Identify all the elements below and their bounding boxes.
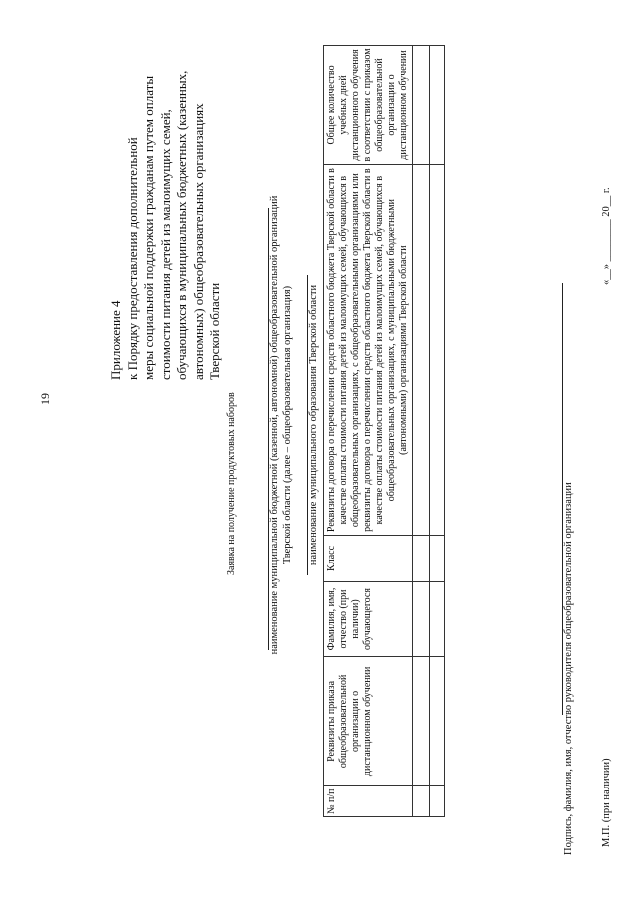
- table-cell: [413, 164, 430, 535]
- table-cell: [430, 786, 445, 817]
- table-cell: [413, 46, 430, 165]
- org-caption-line-2: Тверской области (далее – общеобразовательная организация): [282, 285, 293, 565]
- header-number: № п/п: [324, 786, 413, 817]
- appendix-line: обучающихся в муниципальных бюджетных (казенных,: [174, 70, 189, 380]
- appendix-line: Приложение 4: [108, 300, 123, 380]
- appendix-line: автономных) общеобразовательных организациях: [190, 103, 206, 380]
- header-class: Класс: [324, 536, 413, 581]
- document-title: Заявка на получение продуктовых наборов: [226, 392, 237, 575]
- table-header-row: [324, 46, 413, 817]
- table-cell: [430, 657, 445, 786]
- appendix-line: к Порядку предоставления дополнительной: [124, 137, 140, 380]
- signature-caption: Подпись, фамилия, имя, отчество руководителя общеобразовательной организации: [563, 482, 574, 855]
- appendix-line: меры социальной поддержки гражданам путем оплаты: [141, 75, 156, 380]
- table-row: [413, 46, 430, 817]
- org-caption-line-1: наименование муниципальной бюджетной (казенной, автономной) общеобразовательной организаций: [269, 195, 280, 655]
- table-row: [430, 46, 445, 817]
- page-number: 19: [38, 393, 52, 405]
- appendix-line: стоимости питания детей из малоимущих семей,: [157, 109, 173, 380]
- table-cell: [413, 536, 430, 581]
- appendix-line: Тверской области: [207, 282, 222, 380]
- header-order-details: Реквизиты приказа общеобразовательной организации о дистанционном обучении: [324, 657, 413, 786]
- header-student-name: Фамилия, имя, отчество (при наличии) обучающегося: [324, 581, 413, 657]
- table-cell: [430, 164, 445, 535]
- table-cell: [430, 536, 445, 581]
- date-field: «__» ________ 20__ г.: [601, 187, 612, 285]
- table-cell: [430, 46, 445, 165]
- table-cell: [430, 581, 445, 657]
- table-cell: [413, 657, 430, 786]
- table-cell: [413, 786, 430, 817]
- appendix-header: [108, 70, 224, 380]
- municipality-caption: наименование муниципального образования Тверской области: [308, 284, 319, 566]
- org-caption: [268, 145, 294, 705]
- header-contract-details: Реквизиты договора о перечислении средств областного бюджета Тверской области в качестве оплаты стоимости питания детей из малоимущих семей, обучающихся в общеобразовательных организациях, с общеобразовательными организациями или реквизиты договора о перечислении средств областного бюджета Тверской области в качестве оплаты стоимости питания детей из малоимущих семей, обучающихся в общеобразовательных организациях, с муниципальными бюджетными (автономными) организациями Тверской области: [324, 164, 413, 535]
- table-cell: [413, 581, 430, 657]
- application-table: [323, 45, 445, 817]
- header-days-count: Общее количество учебных дней дистанционного обучения в соответствии с приказом общеобразовательной организации о дистанционном обучении: [324, 46, 413, 165]
- stamp-placeholder: М.П. (при наличии): [601, 758, 612, 847]
